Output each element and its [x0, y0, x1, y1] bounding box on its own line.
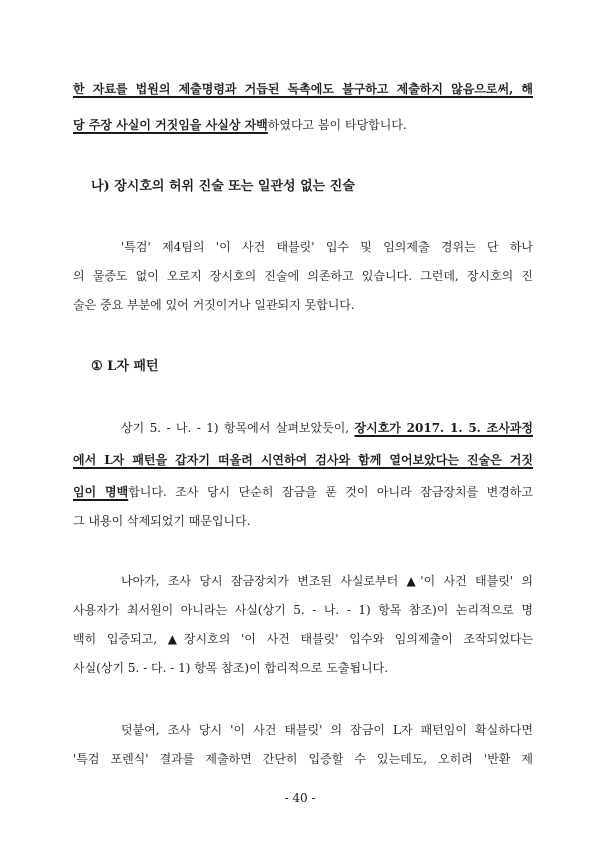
section-heading: 나) 장시호의 허위 진술 또는 일관성 없는 진술: [91, 179, 355, 194]
subsection-heading: ① L자 패턴: [91, 359, 159, 374]
paragraph-2-line-2: 의 물증도 없이 오로지 장시호의 진술에 의존하고 있습니다. 그런데, 장시호의 진: [73, 269, 533, 283]
paragraph-3-line-3: [73, 483, 533, 501]
paragraph-1-line-1: [73, 80, 533, 98]
paragraph-1-line-2: [73, 116, 533, 134]
body-text: 상기 5. - 나. - 1) 항목에서 살펴보았듯이,: [121, 421, 355, 435]
paragraph-3-line-2: [73, 451, 533, 469]
paragraph-4-line-3: 백히 입증되고, ▲장시호의 '이 사건 태블릿' 입수와 임의제출이 조작되었다는: [73, 632, 533, 646]
paragraph-2-line-3: 술은 중요 부분에 있어 거짓이거나 일관되지 못합니다.: [73, 298, 355, 312]
paragraph-4-line-2: 사용자가 최서원이 아니라는 사실(상기 5. - 나. - 1) 항목 참조)이 논리적으로 명: [73, 603, 533, 617]
page-number: - 40 -: [284, 791, 316, 805]
paragraph-4-line-1: 나아가, 조사 당시 잠금장치가 변조된 사실로부터 ▲'이 사건 태블릿' 의: [121, 574, 533, 588]
paragraph-2-line-1: '특검' 제4팀의 '이 사건 태블릿' 입수 및 임의제출 경위는 단 하나: [121, 240, 533, 254]
paragraph-5-line-2: '특검 포렌식' 결과를 제출하면 간단히 입증할 수 있는데도, 오히려 '반환 제: [73, 752, 533, 766]
underlined-text: 당 주장 사실이 거짓임을 사실상 자백: [73, 118, 268, 132]
underlined-text: 장시호가 2017. 1. 5. 조사과정: [354, 421, 533, 435]
paragraph-4-line-4: 사실(상기 5. - 다. - 1) 항목 참조)이 합리적으로 도출됩니다.: [73, 661, 389, 675]
body-text: 하였다고 봄이 타당합니다.: [267, 118, 407, 132]
underlined-text: 한 자료를 법원의 제출명령과 거듭된 독촉에도 불구하고 제출하지 않음으로써, 해: [73, 82, 533, 96]
underlined-text: 임이 명백: [73, 485, 129, 499]
body-text: 합니다. 조사 당시 단순히 잠금을 푼 것이 아니라 잠금장치를 변경하고: [128, 485, 533, 499]
underlined-text: 에서 L자 패턴을 갑자기 떠올려 시연하여 검사와 함께 열어보았다는 진술은 거짓: [73, 453, 533, 467]
paragraph-3-line-1: [121, 419, 533, 437]
paragraph-3-line-4: 그 내용이 삭제되었기 때문입니다.: [73, 514, 251, 528]
paragraph-5-line-1: 덧붙여, 조사 당시 '이 사건 태블릿' 의 잠금이 L자 패턴임이 확실하다면: [121, 723, 533, 737]
